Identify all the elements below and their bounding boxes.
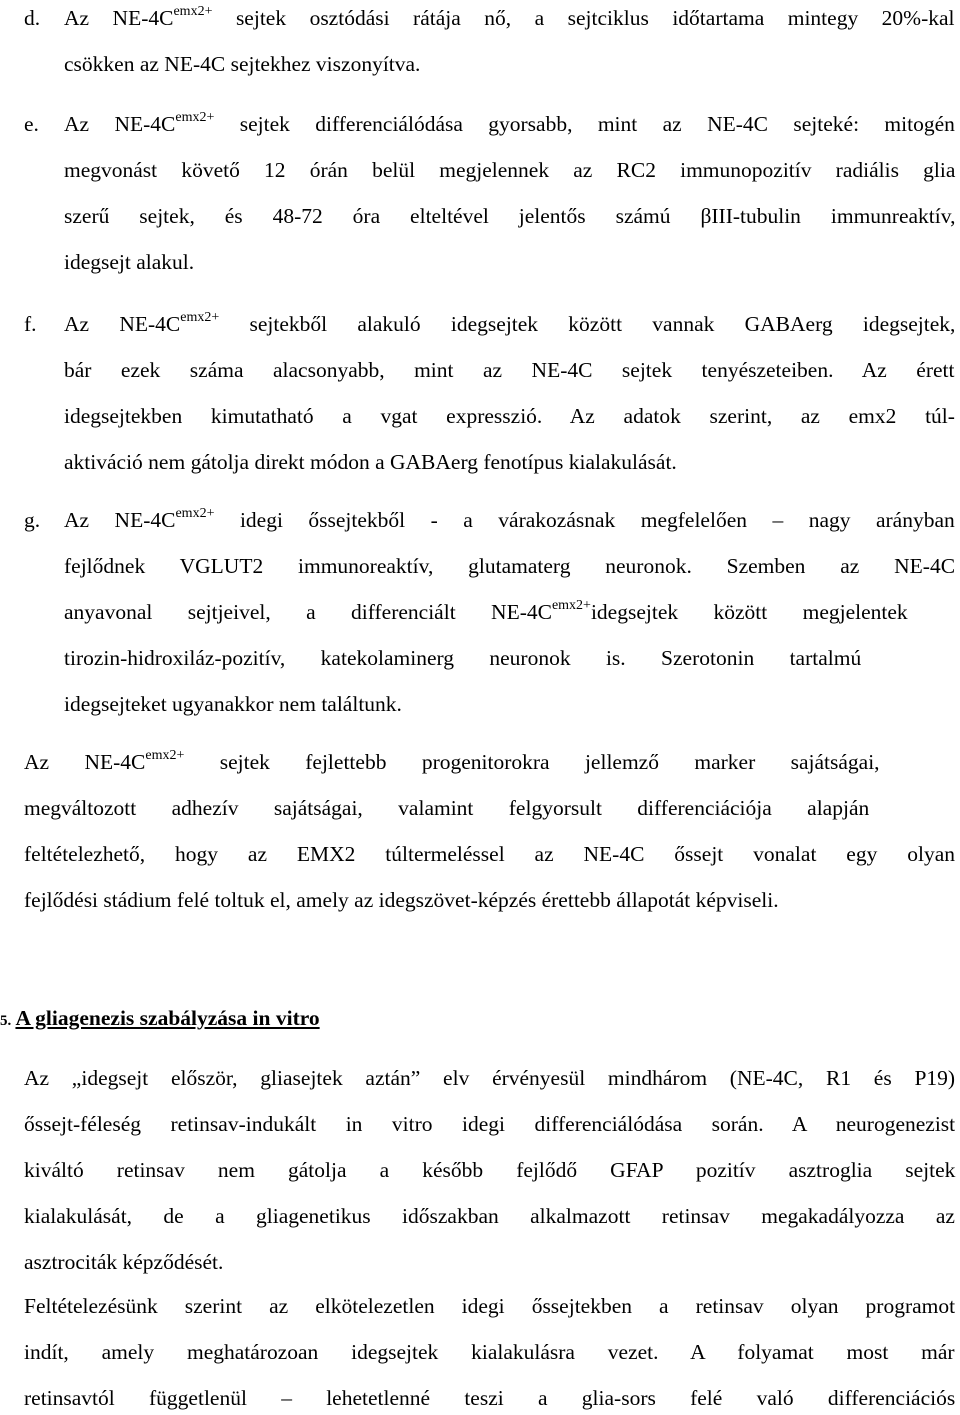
summary-line2: megváltozott adhezív sajátságai, valamint felgyorsult differenciációja alapján — [24, 796, 870, 820]
item-f-label: f. — [24, 312, 37, 336]
superscript: emx2+ — [180, 309, 220, 325]
section-number: 5. — [0, 1013, 12, 1029]
item-e-label: e. — [24, 112, 39, 136]
text-segment: anyavonal sejtjeivel, a differenciált NE-4C — [64, 600, 552, 624]
summary-line4: fejlődési stádium felé toltuk el, amely az idegszövet-képzés érettebb állapotát képviseli. — [24, 888, 779, 912]
item-d-label: d. — [24, 6, 41, 30]
text-segment: idegi őssejtekből - a várakozásnak megfelelően – nagy arányban — [214, 508, 955, 532]
item-g-line2: fejlődnek VGLUT2 immunoreaktív, glutamaterg neuronok. Szemben az NE-4C — [64, 554, 956, 578]
item-d-line1 — [64, 4, 955, 32]
summary-line3: feltételezhető, hogy az EMX2 túltermeléssel az NE-4C őssejt vonalat egy olyan — [24, 842, 955, 866]
item-d-line2: csökken az NE-4C sejtekhez viszonyítva. — [64, 52, 421, 76]
text-segment: idegsejtek között megjelentek — [590, 600, 908, 624]
superscript: emx2+ — [551, 597, 591, 613]
ne4c-text: Az NE-4C — [24, 750, 146, 774]
item-e-line1 — [64, 110, 955, 138]
section-heading — [0, 1004, 320, 1035]
superscript: emx2+ — [173, 3, 213, 19]
item-g-line4: tirozin-hidroxiláz-pozitív, katekolaminerg neuronok is. Szerotonin tartalmú — [64, 646, 862, 670]
ne4c-text: Az NE-4C — [64, 508, 176, 532]
section-title: A gliagenezis szabályzása in vitro — [15, 1006, 320, 1030]
s5-p2-line1: Feltételezésünk szerint az elkötelezetlen idegi őssejtekben a retinsav olyan programot — [24, 1294, 956, 1318]
item-e-line3: szerű sejtek, és 48-72 óra elteltével jelentős számú βIII-tubulin immunreaktív, — [64, 204, 956, 228]
item-f-line4: aktiváció nem gátolja direkt módon a GABAerg fenotípus kialakulását. — [64, 450, 677, 474]
s5-p1-line5: asztrociták képződését. — [24, 1250, 224, 1274]
s5-p1-line3: kiváltó retinsav nem gátolja a később fejlődő GFAP pozitív asztroglia sejtek — [24, 1158, 956, 1182]
summary-line1 — [24, 748, 880, 776]
item-g-line3 — [64, 598, 908, 626]
superscript: emx2+ — [175, 109, 215, 125]
s5-p1-line1: Az „idegsejt először, gliasejtek aztán” elv érvényesül mindhárom (NE-4C, R1 és P19) — [24, 1066, 956, 1090]
text-segment: sejtek fejlettebb progenitorokra jellemző marker sajátságai, — [184, 750, 880, 774]
text-segment: sejtek differenciálódása gyorsabb, mint az NE-4C sejteké: mitogén — [214, 112, 955, 136]
text-segment: sejtekből alakuló idegsejtek között vannak GABAerg idegsejtek, — [219, 312, 956, 336]
item-f-line1 — [64, 310, 955, 338]
item-f-line3: idegsejtekben kimutatható a vgat expresszió. Az adatok szerint, az emx2 túl- — [64, 404, 955, 428]
s5-p2-line2: indít, amely meghatározoan idegsejtek kialakulásra vezet. A folyamat most már — [24, 1340, 955, 1364]
ne4c-text: Az NE-4C — [64, 312, 181, 336]
item-e-line2: megvonást követő 12 órán belül megjelennek az RC2 immunopozitív radiális glia — [64, 158, 956, 182]
item-e-line4: idegsejt alakul. — [64, 250, 195, 274]
text-segment: sejtek osztódási rátája nő, a sejtciklus időtartama mintegy 20%-kal — [212, 6, 955, 30]
s5-p2-line3: retinsavtól függetlenül – lehetetlenné teszi a glia-sors felé való differenciációs — [24, 1386, 956, 1410]
ne4c-text: Az NE-4C — [64, 112, 176, 136]
superscript: emx2+ — [175, 505, 215, 521]
s5-p1-line2: őssejt-féleség retinsav-indukált in vitro idegi differenciálódása során. A neurogenezist — [24, 1112, 956, 1136]
ne4c-text: Az NE-4C — [64, 6, 174, 30]
item-g-label: g. — [24, 508, 41, 532]
item-g-line5: idegsejteket ugyanakkor nem találtunk. — [64, 692, 402, 716]
item-g-line1 — [64, 506, 955, 534]
superscript: emx2+ — [145, 747, 185, 763]
s5-p1-line4: kialakulását, de a gliagenetikus időszakban alkalmazott retinsav megakadályozza az — [24, 1204, 955, 1228]
item-f-line2: bár ezek száma alacsonyabb, mint az NE-4C sejtek tenyészeteiben. Az érett — [64, 358, 955, 382]
